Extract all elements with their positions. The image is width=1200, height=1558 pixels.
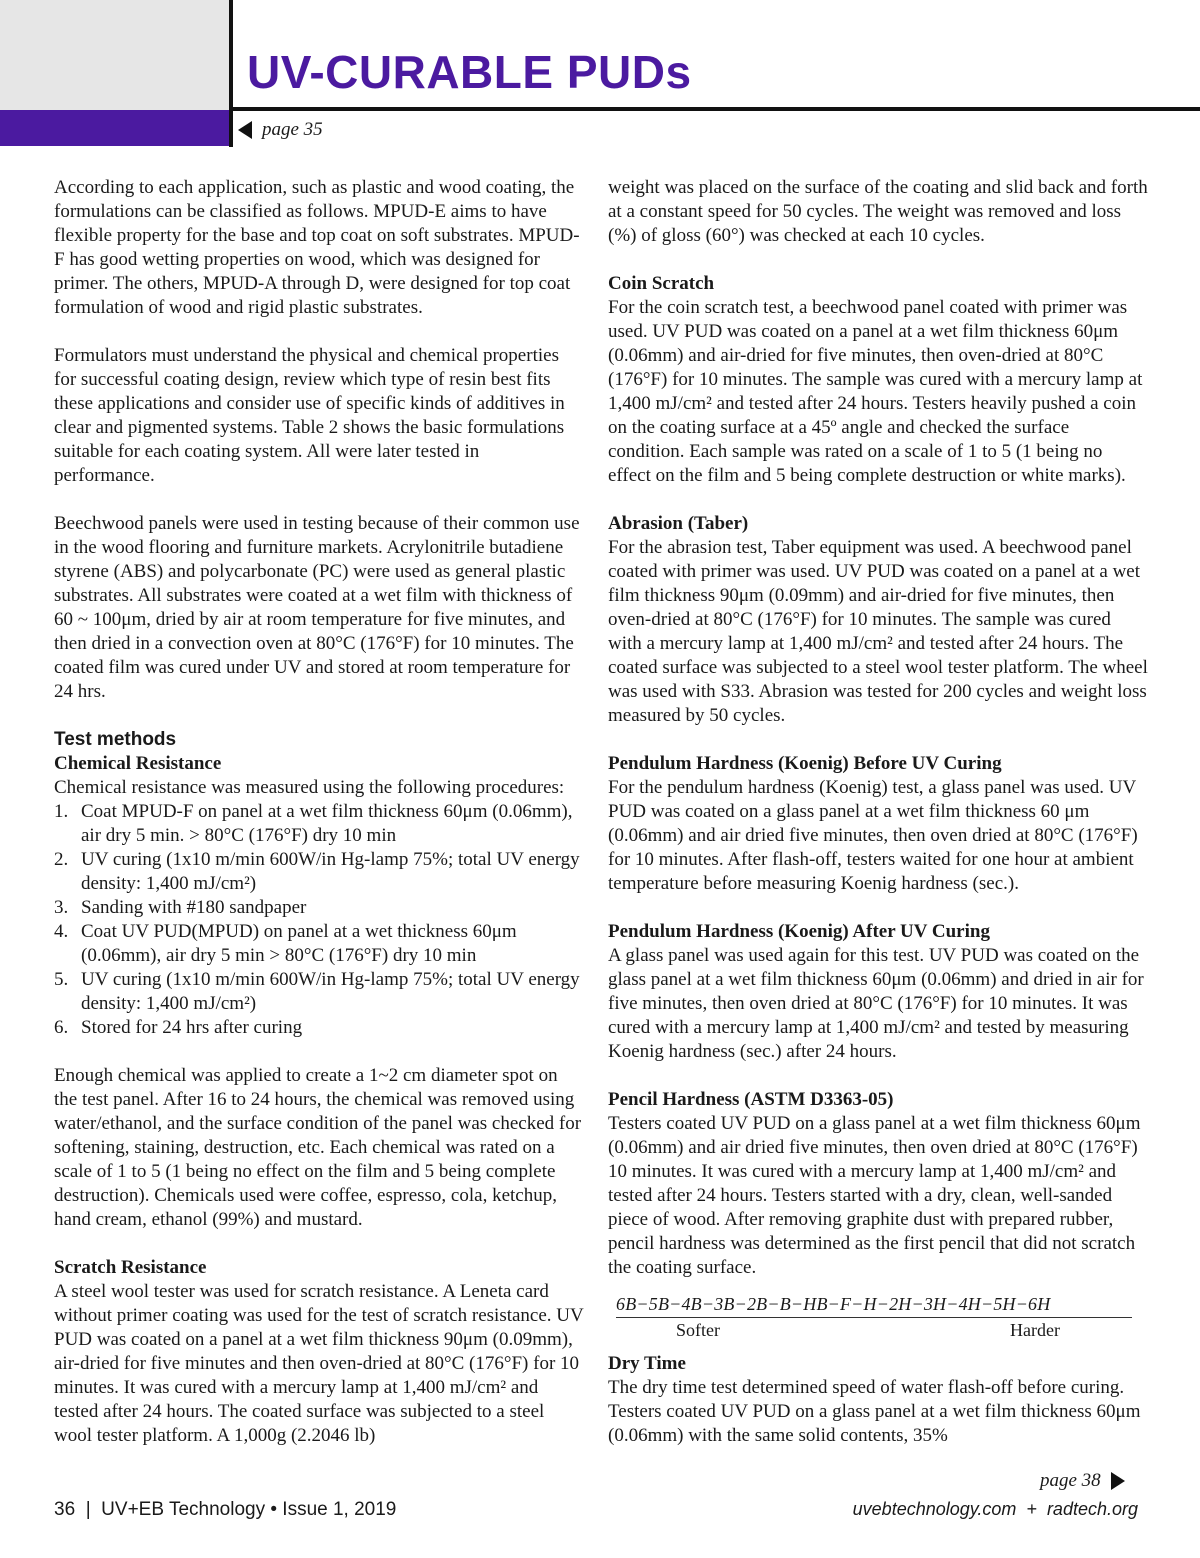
paragraph: Beechwood panels were used in testing because of their common use in the wood flooring and furniture markets. Acrylonitrile butadiene styrene (ABS) and polycarbonate (PC) were used as general plastic substrates. All substrates were coated at a wet film with thickness of 60 ~ 100μm, dried by air at room temperature for five minutes, and then dried in a convection oven at 80°C (176°F) for 10 minutes. The coated film was cured under UV and stored at room temperature for 24 hrs. [54, 513, 580, 702]
paragraph: Chemical resistance was measured using the following procedures: [54, 777, 565, 798]
header-purple-bar [0, 110, 229, 146]
subheading-dry-time: Dry Time [608, 1353, 686, 1374]
continued-from-link[interactable] [238, 119, 323, 141]
subheading-coin-scratch: Coin Scratch [608, 273, 715, 294]
paragraph: For the abrasion test, Taber equipment was used. A beechwood panel coated with primer was used. UV PUD was coated on a panel at a wet film thickness 90μm (0.09mm) and air-dried for five minutes, then oven-dried at 80°C (176°F) for 10 minutes. The sample was cured with a mercury lamp at 1,400 mJ/cm² and tested after 24 hours. The coated surface was subjected to a steel wool tester platform. The wheel was used with S33. Abrasion was tested for 200 cycles and weight loss measured by 50 cycles. [608, 537, 1148, 726]
procedure-list [54, 800, 584, 1040]
list-item: 6. Stored for 24 hrs after curing [54, 1017, 303, 1038]
subheading-pendulum-after: Pendulum Hardness (Koenig) After UV Curing [608, 921, 990, 942]
footer-websites[interactable]: uvebtechnology.com + radtech.org [852, 1499, 1138, 1519]
triangle-left-icon [238, 121, 252, 139]
paragraph: Testers coated UV PUD on a glass panel at a wet film thickness 60μm (0.06mm) and air dried five minutes, then oven dried at 80°C (176°F) 10 minutes. It was cured with a mercury lamp at 1,400 mJ/cm² and tested after 24 hours. Testers started with a dry, clean, well-sanded piece of wood. After removing graphite dust with prepared rubber, pencil hardness was determined as the first pencil that did not scratch the coating surface. [608, 1113, 1141, 1278]
list-item: 5. UV curing (1x10 m/min 600W/in Hg-lamp 75%; total UV energy density: 1,400 mJ/cm²) [54, 969, 580, 1014]
footer-publication: 36 | UV+EB Technology • Issue 1, 2019 [54, 1499, 397, 1520]
paragraph: A glass panel was used again for this test. UV PUD was coated on the glass panel at a wet film thickness 60μm (0.06mm) and dried in air for five minutes, then oven dried at 80°C (176°F) for 10 minutes. It was cured with a mercury lamp at 1,400 mJ/cm² and tested by measuring Koenig hardness (sec.) after 24 hours. [608, 945, 1144, 1062]
header-horizontal-rule [233, 107, 1200, 111]
subheading-pendulum-before: Pendulum Hardness (Koenig) Before UV Curing [608, 753, 1002, 774]
scale-grades: 6B−5B−4B−3B−2B−B−HB−F−H−2H−3H−4H−5H−6H [616, 1292, 1132, 1318]
list-item: 2. UV curing (1x10 m/min 600W/in Hg-lamp 75%; total UV energy density: 1,400 mJ/cm²) [54, 849, 580, 894]
continued-on-label: page 38 [1040, 1470, 1101, 1491]
triangle-right-icon [1111, 1472, 1125, 1490]
paragraph: weight was placed on the surface of the coating and slid back and forth at a constant speed for 50 cycles. The weight was removed and loss (%) of gloss (60°) was checked at each 10 cycles. [608, 177, 1148, 246]
paragraph: According to each application, such as plastic and wood coating, the formulations can be classified as follows. MPUD-E aims to have flexible property for the base and top coat on soft substrates. MPUD-F has good wetting properties on wood, which was designed for primer. The others, MPUD-A through D, were designed for top coat formulation of wood and rigid plastic substrates. [54, 177, 580, 318]
subheading-pencil-hardness: Pencil Hardness (ASTM D3363-05) [608, 1089, 894, 1110]
paragraph: For the pendulum hardness (Koenig) test, a glass panel was used. UV PUD was coated on a glass panel at a wet film thickness 60 μm (0.06mm) and air dried five minutes, then oven dried at 80°C (176°F) for 10 minutes. After flash-off, testers waited for one hour at ambient temperature before measuring Koenig hardness (sec.). [608, 777, 1138, 894]
continued-on-link[interactable] [1040, 1470, 1125, 1492]
section-heading-test-methods: Test methods [54, 729, 177, 750]
header-vertical-rule [229, 0, 233, 147]
paragraph: For the coin scratch test, a beechwood panel coated with primer was used. UV PUD was coated on a panel at a wet film thickness 60μm (0.06mm) and air-dried for five minutes, then oven-dried at 80°C (176°F) for 10 minutes. The sample was cured with a mercury lamp at 1,400 mJ/cm² and tested after 24 hours. Testers heavily pushed a coin on the coating surface at a 45º angle and checked the surface condition. Each sample was rated on a scale of 1 to 5 (1 being no effect on the film and 5 being complete destruction or white marks). [608, 297, 1143, 486]
scale-softer-label: Softer [676, 1320, 720, 1340]
left-column [54, 176, 584, 1448]
right-column [608, 176, 1148, 1448]
page-title: UV-CURABLE PUDs [247, 46, 692, 98]
header-gray-block [0, 0, 229, 110]
scale-harder-label: Harder [1010, 1320, 1060, 1340]
pencil-hardness-scale [616, 1292, 1132, 1342]
list-item: 4. Coat UV PUD(MPUD) on panel at a wet thickness 60μm (0.06mm), air dry 5 min > 80°C (176°F) dry 10 min [54, 921, 517, 966]
subheading-abrasion: Abrasion (Taber) [608, 513, 749, 534]
paragraph: Formulators must understand the physical and chemical properties for successful coating design, review which type of resin best fits these applications and consider use of specific kinds of additives in clear and pigmented systems. Table 2 shows the basic formulations suitable for each coating system. All were later tested in performance. [54, 345, 565, 486]
list-item: 1. Coat MPUD-F on panel at a wet film thickness 60μm (0.06mm), air dry 5 min. > 80°C (176°F) dry 10 min [54, 801, 573, 846]
subheading-chemical-resistance: Chemical Resistance [54, 753, 222, 774]
continued-from-label: page 35 [262, 119, 323, 140]
paragraph: Enough chemical was applied to create a 1~2 cm diameter spot on the test panel. After 16 to 24 hours, the chemical was removed using water/ethanol, and the surface condition of the panel was checked for softening, staining, destruction, etc. Each chemical was rated on a scale of 1 to 5 (1 being no effect on the film and 5 being complete destruction). Chemicals used were coffee, espresso, cola, ketchup, hand cream, ethanol (99%) and mustard. [54, 1065, 582, 1230]
paragraph: A steel wool tester was used for scratch resistance. A Leneta card without primer coating was used for the test of scratch resistance. UV PUD was coated on a panel at a wet film thickness 90μm (0.09mm), air-dried for five minutes and then oven-dried at 80°C (176°F) for 10 minutes. It was cured with a mercury lamp at 1,400 mJ/cm² and tested after 24 hours. The coated surface was subjected to a steel wool tester platform. A 1,000g (2.2046 lb) [54, 1281, 584, 1446]
list-item: 3. Sanding with #180 sandpaper [54, 897, 307, 918]
paragraph: The dry time test determined speed of water flash-off before curing. Testers coated UV PUD on a glass panel at a wet film thickness 60μm (0.06mm) with the same solid contents, 35% [608, 1377, 1141, 1446]
subheading-scratch-resistance: Scratch Resistance [54, 1257, 207, 1278]
